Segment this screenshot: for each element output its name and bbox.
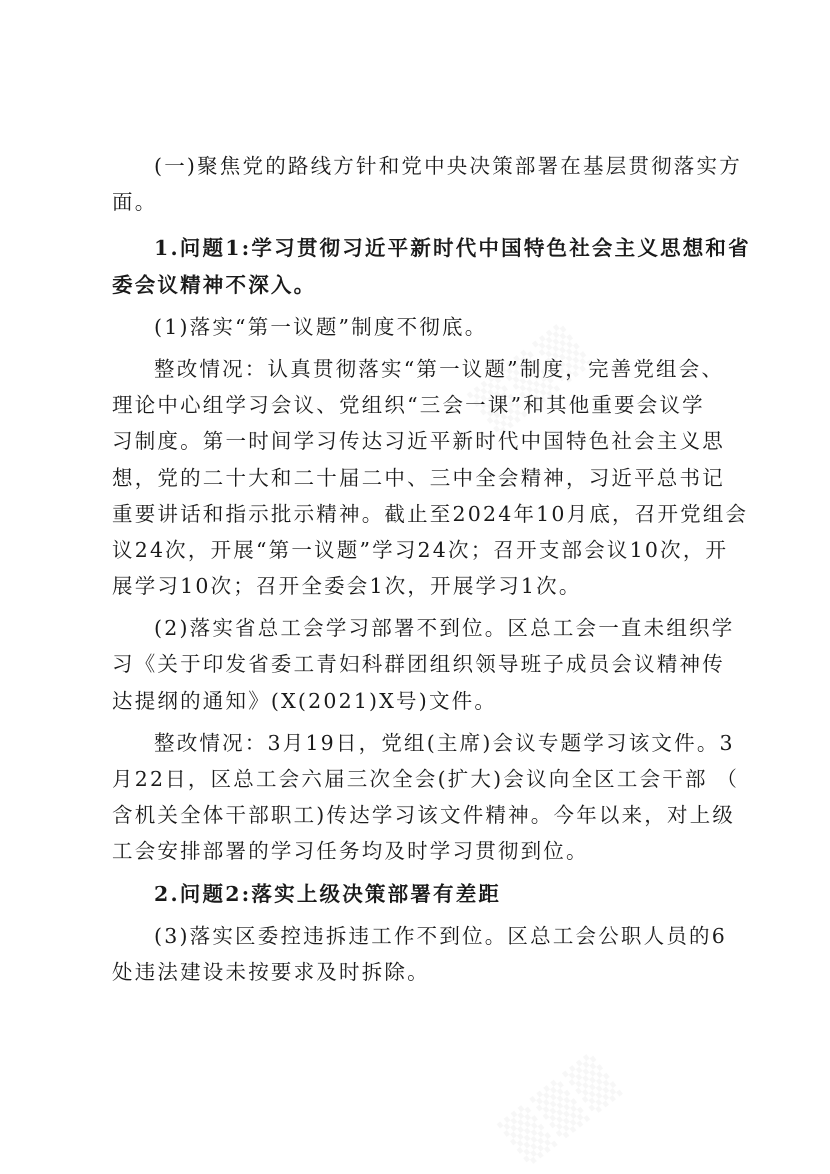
rectification-2-line: 工会安排部署的学习任务均及时学习贯彻到位。 [112, 839, 589, 864]
item-2-line: 习《关于印发省委工青妇科群团组织领导班子成员会议精神传 [112, 652, 725, 677]
rectification-2-paragraph: 整改情况：3月19日，党组(主席)会议专题学习该文件。3 [154, 730, 735, 755]
problem-1-heading-cont: 委会议精神不深入。 [112, 272, 317, 297]
section-heading: (一)聚焦党的路线方针和党中央决策部署在基层贯彻落实方 [154, 154, 742, 178]
watermark-graphic: ▒▒▒ [466, 317, 598, 437]
rectification-1-paragraph: 整改情况：认真贯彻落实“第一议题”制度，完善党组会、 [154, 356, 725, 381]
rectification-1-line: 议24次，开展“第一议题”学习24次；召开支部会议10次，开 [112, 537, 729, 562]
watermark-graphic: ▒▒▒ [496, 1047, 628, 1167]
section-heading-cont: 面。 [112, 190, 158, 215]
document-body [112, 148, 752, 990]
item-1-title: (1)落实“第一议题”制度不彻底。 [154, 314, 488, 339]
rectification-1-line: 习制度。第一时间学习传达习近平新时代中国特色社会主义思 [112, 429, 725, 454]
rectification-1-line: 重要讲话和指示批示精神。截止至2024年10月底，召开党组会 [112, 501, 749, 526]
item-3-paragraph: (3)落实区委控违拆违工作不到位。区总工会公职人员的6 [154, 923, 727, 948]
item-2-line: 达提纲的通知》(X(2021)X号)文件。 [112, 688, 498, 713]
item-3-line: 处违法建设未按要求及时拆除。 [112, 959, 430, 984]
rectification-2-line: 月22日，区总工会六届三次全会(扩大)会议向全区工会干部 （ [112, 767, 740, 791]
item-2-paragraph: (2)落实省总工会学习部署不到位。区总工会一直未组织学 [154, 616, 735, 641]
rectification-1-line: 想，党的二十大和二十届二中、三中全会精神，习近平总书记 [112, 465, 725, 490]
rectification-2-line: 含机关全体干部职工)传达学习该文件精神。今年以来，对上级 [112, 803, 736, 828]
rectification-1-line: 展学习10次；召开全委会1次，开展学习1次。 [112, 574, 582, 599]
rectification-1-line: 理论中心组学习会议、党组织“三会一课”和其他重要会议学 [112, 393, 705, 418]
problem-1-heading: 1.问题1:学习贯彻习近平新时代中国特色社会主义思想和省 [154, 236, 751, 261]
problem-2-heading: 2.问题2:落实上级决策部署有差距 [154, 881, 502, 906]
